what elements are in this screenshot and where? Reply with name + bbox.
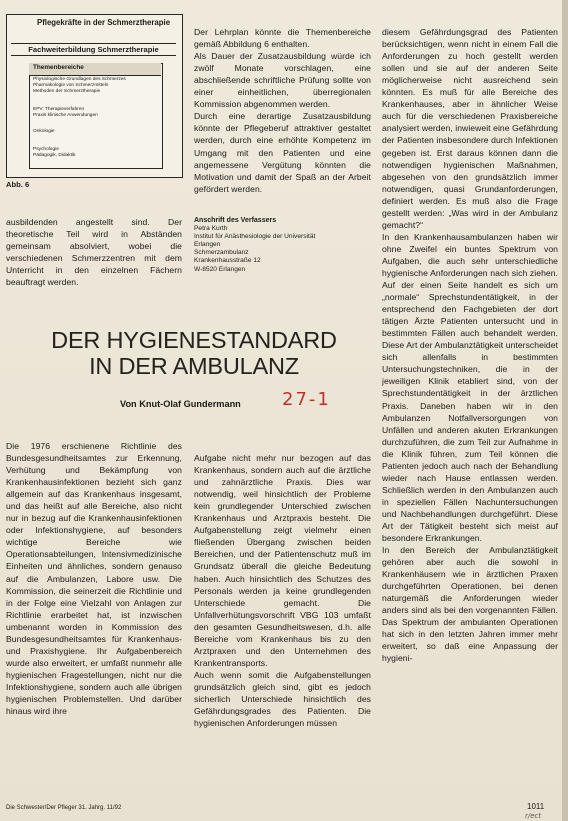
col1-body-text	[6, 440, 182, 800]
figure-item: Pädagogik, Didaktik	[33, 153, 76, 158]
figure-caption: Abb. 6	[6, 180, 30, 189]
col1-top-text	[6, 216, 182, 288]
address-line: Krankenhausstraße 12	[194, 257, 261, 265]
address-line: Institut für Anästhesiologie der Universität	[194, 233, 316, 241]
page-number: 1011	[527, 802, 545, 811]
figure-item: Psychologie	[33, 147, 59, 152]
article-headline-line1: DER HYGIENESTANDARD	[51, 327, 337, 353]
handwritten-mark: 27-1	[282, 389, 331, 410]
page-number-handwritten: r/ect	[525, 812, 542, 820]
paragraph: Die 1976 erschienene Richtlinie des Bundesgesundheitsamtes zur Erkennung, Verhütung und Bekämpfung von Krankenhausinfektionen bezieht sich ganz allgemein auf das Krankenhaus insgesamt, und das heißt auf alle Bereiche, also nicht nur in bezug auf die Krankenhausinfektionen oder Infektionshygiene, auf besonders wichtige Bereiche wie Operationsabteilungen, Intensivmedizinische Einheiten und ähnliches, sondern genauso auf die Ambulanzen, Labore usw. Die Kommission, die seinerzeit die Richtlinie und in der Folge eine Vielzahl von Anlagen zur Richtlinie erarbeitet hat, ist inzwischen umbenannt worden in Kommission des Bundesgesundheitsamtes für Krankenhaus- und Praxishygiene. Ihr Aufgabenbereich wurde also erweitert, er umfaßt nunmehr alle hygienischen Fragestellungen, nicht nur die Infektionshygiene, sondern auch alle übrigen hygienischen Problemstellen. Und darüber hinaus wird ihre	[6, 441, 182, 717]
author-address	[194, 217, 315, 274]
figure-item: Methoden der Schmerztherapie	[33, 89, 101, 94]
figure-title: Pflegekräfte in der Schmerztherapie	[37, 18, 171, 27]
figure-box-header: Themenbereiche	[33, 64, 84, 71]
article-byline: Von Knut-Olaf Gundermann	[120, 399, 241, 409]
col2-top-text	[194, 14, 371, 206]
paragraph: Aufgabe nicht mehr nur bezogen auf das Krankenhaus, sondern auch auf die ärztliche und zahnärztliche Praxis. Dies war notwendig, weil hinsichtlich der Probleme kein grundlegender Unterschied zwischen Krankenhaus und Arztpraxis besteht. Die Aufgabenstellung zeigt vielmehr einen fließenden Übergang zwischen beiden Bereichen, und der Patientenschutz muß im Grundsatz überall die gleiche Bedeutung haben. Auch hinsichtlich des Schutzes des Personals werden ja keine grundlegenden Unterschiede gemacht. Die Unfallverhütungsvorschrift VBG 103 umfaßt den gesamten Gesundheitswesen, d.h. alle Bereiche vom Krankenhaus bis zu den Arztpraxen und den Unternehmen des Krankentransports. Auch wenn somit die Aufgabenstellungen grundsätzlich gleich sind, gibt es jedoch sicherlich Unterschiede hinsichtlich des Gefährdungsgrades des Patienten. Die hygienischen Anforderungen müssen	[194, 453, 371, 729]
figure-subtitle: Fachweiterbildung Schmerztherapie	[11, 43, 176, 56]
figure-item: Pharmakologie von Schmerzmitteln	[33, 83, 109, 88]
col3-body-text	[382, 14, 558, 800]
journal-footer: Die Schwester/Der Pfleger 31. Jahrg. 11/92	[6, 805, 122, 811]
figure-item: Onkologie	[33, 129, 55, 134]
col2-body-text	[194, 440, 371, 800]
address-line: Petra Kurth	[194, 225, 228, 233]
paragraph: Der Lehrplan könnte die Themenbereiche gemäß Abbildung 6 enthalten. Als Dauer der Zusatzausbildung würde ich zwölf Monate vorschlagen, eine abschließende schriftliche Prüfung sollte von einer einheitlichen, überregionalen Kommission abgenommen werden. Durch eine derartige Zusatzausbildung könnte der Pflegeberuf attraktiver gestaltet werden, durch eine erhöhte Kompetenz im Umgang mit den Patienten und eine angemessene Vergütung könnten die Motivation und damit der Spaß an der Arbeit gefördert werden.	[194, 27, 371, 194]
figure-item: Praxis klinische Anwendungen	[33, 113, 98, 118]
paragraph: ausbildenden angestellt sind. Der theoretische Teil wird in Abständen gemeinsam absolviert, wobei die verschiedenen Schmerzzentren mit dem Unterricht in den einzelnen Fächern beauftragt werden.	[6, 217, 182, 288]
figure-themenbereiche	[6, 14, 183, 178]
address-line: W-8520 Erlangen	[194, 265, 246, 273]
address-line: Erlangen	[194, 241, 221, 249]
address-line: Schmerzambulanz	[194, 249, 249, 257]
page-edge-shadow	[562, 0, 568, 821]
article-headline-line2: IN DER AMBULANZ	[89, 353, 299, 379]
address-heading: Anschrift des Verfassers	[194, 217, 277, 224]
paragraph: diesem Gefährdungsgrad des Patienten berücksichtigen, wenn nicht in einem Fall die Anforderungen zu hoch gestellt werden sollen und sie auf der anderen Seite möglicherweise nicht ausreichend sein könnten. Es muß für alle Bereiche des Krankenhauses, aber in ähnlicher Weise auch für die verschiedenen Praxisbereiche analysiert werden, inwieweit eine Gefährdung der Patienten insbesondere durch Infektionen gegeben ist. Erst daraus können dann die notwendigen hygienischen Maßnahmen, abgesehen von den grundsätzlich immer notwendigen, quasi Grundanforderungen, definiert werden. Es muß also die Frage gestellt werden: „Was wird in der Ambulanz gemacht?“ In den Krankenhausambulanzen haben wir ohne Zweifel ein buntes Spektrum von Aufgaben, die auch sehr unterschiedliche hygienische Anforderungen nach sich ziehen. Auf der einen Seite handelt es sich um „normale“ Sprechstundentätigkeit, in der entsprechend den Fachgebieten der dort tätigen Ärzte Patienten untersucht und in bestimmten Fällen auch behandelt werden. Diese Art der Ambulanztätigkeit unterscheidet sich allenfalls in bestimmten Untersuchungstechniken, die in der jeweiligen Klinik etabliert sind, von der Sprechstundentätigkeit in der ärztlichen Praxis. Daneben haben wir in den Ambulanzen Notfallversorgungen von Unfällen und anderen akuten Erkrankungen durchzuführen, die zum Teil zur Aufnahme in die Klinik führen, zum Teil können die Patienten jedoch auch nach der Behandlung wieder nach Hause entlassen werden. Schließlich werden in den Ambulanzen auch in speziellen Fällen Nachuntersuchungen und Nachbehandlungen durchgeführt. Diese Art der Tätigkeit besteht sich meist auf besondere Erkrankungen. In den Bereich der Ambulanztätigkeit gehören aber auch die sowohl in Krankenhäusern wie in ärztlichen Praxen durchgeführten Operationen, bei denen naturgemäß die Anforderungen wieder anders sind als bei den vorgenannten Fällen. Das Spektrum der ambulanten Operationen hat sich in den letzten Jahren immer mehr erweitert, so daß eine Anpassung der hygieni-	[382, 27, 558, 664]
figure-item: Physiologische Grundlagen des Schmerzes	[33, 77, 126, 82]
figure-item: EPV: Therapieverfahren	[33, 107, 85, 112]
